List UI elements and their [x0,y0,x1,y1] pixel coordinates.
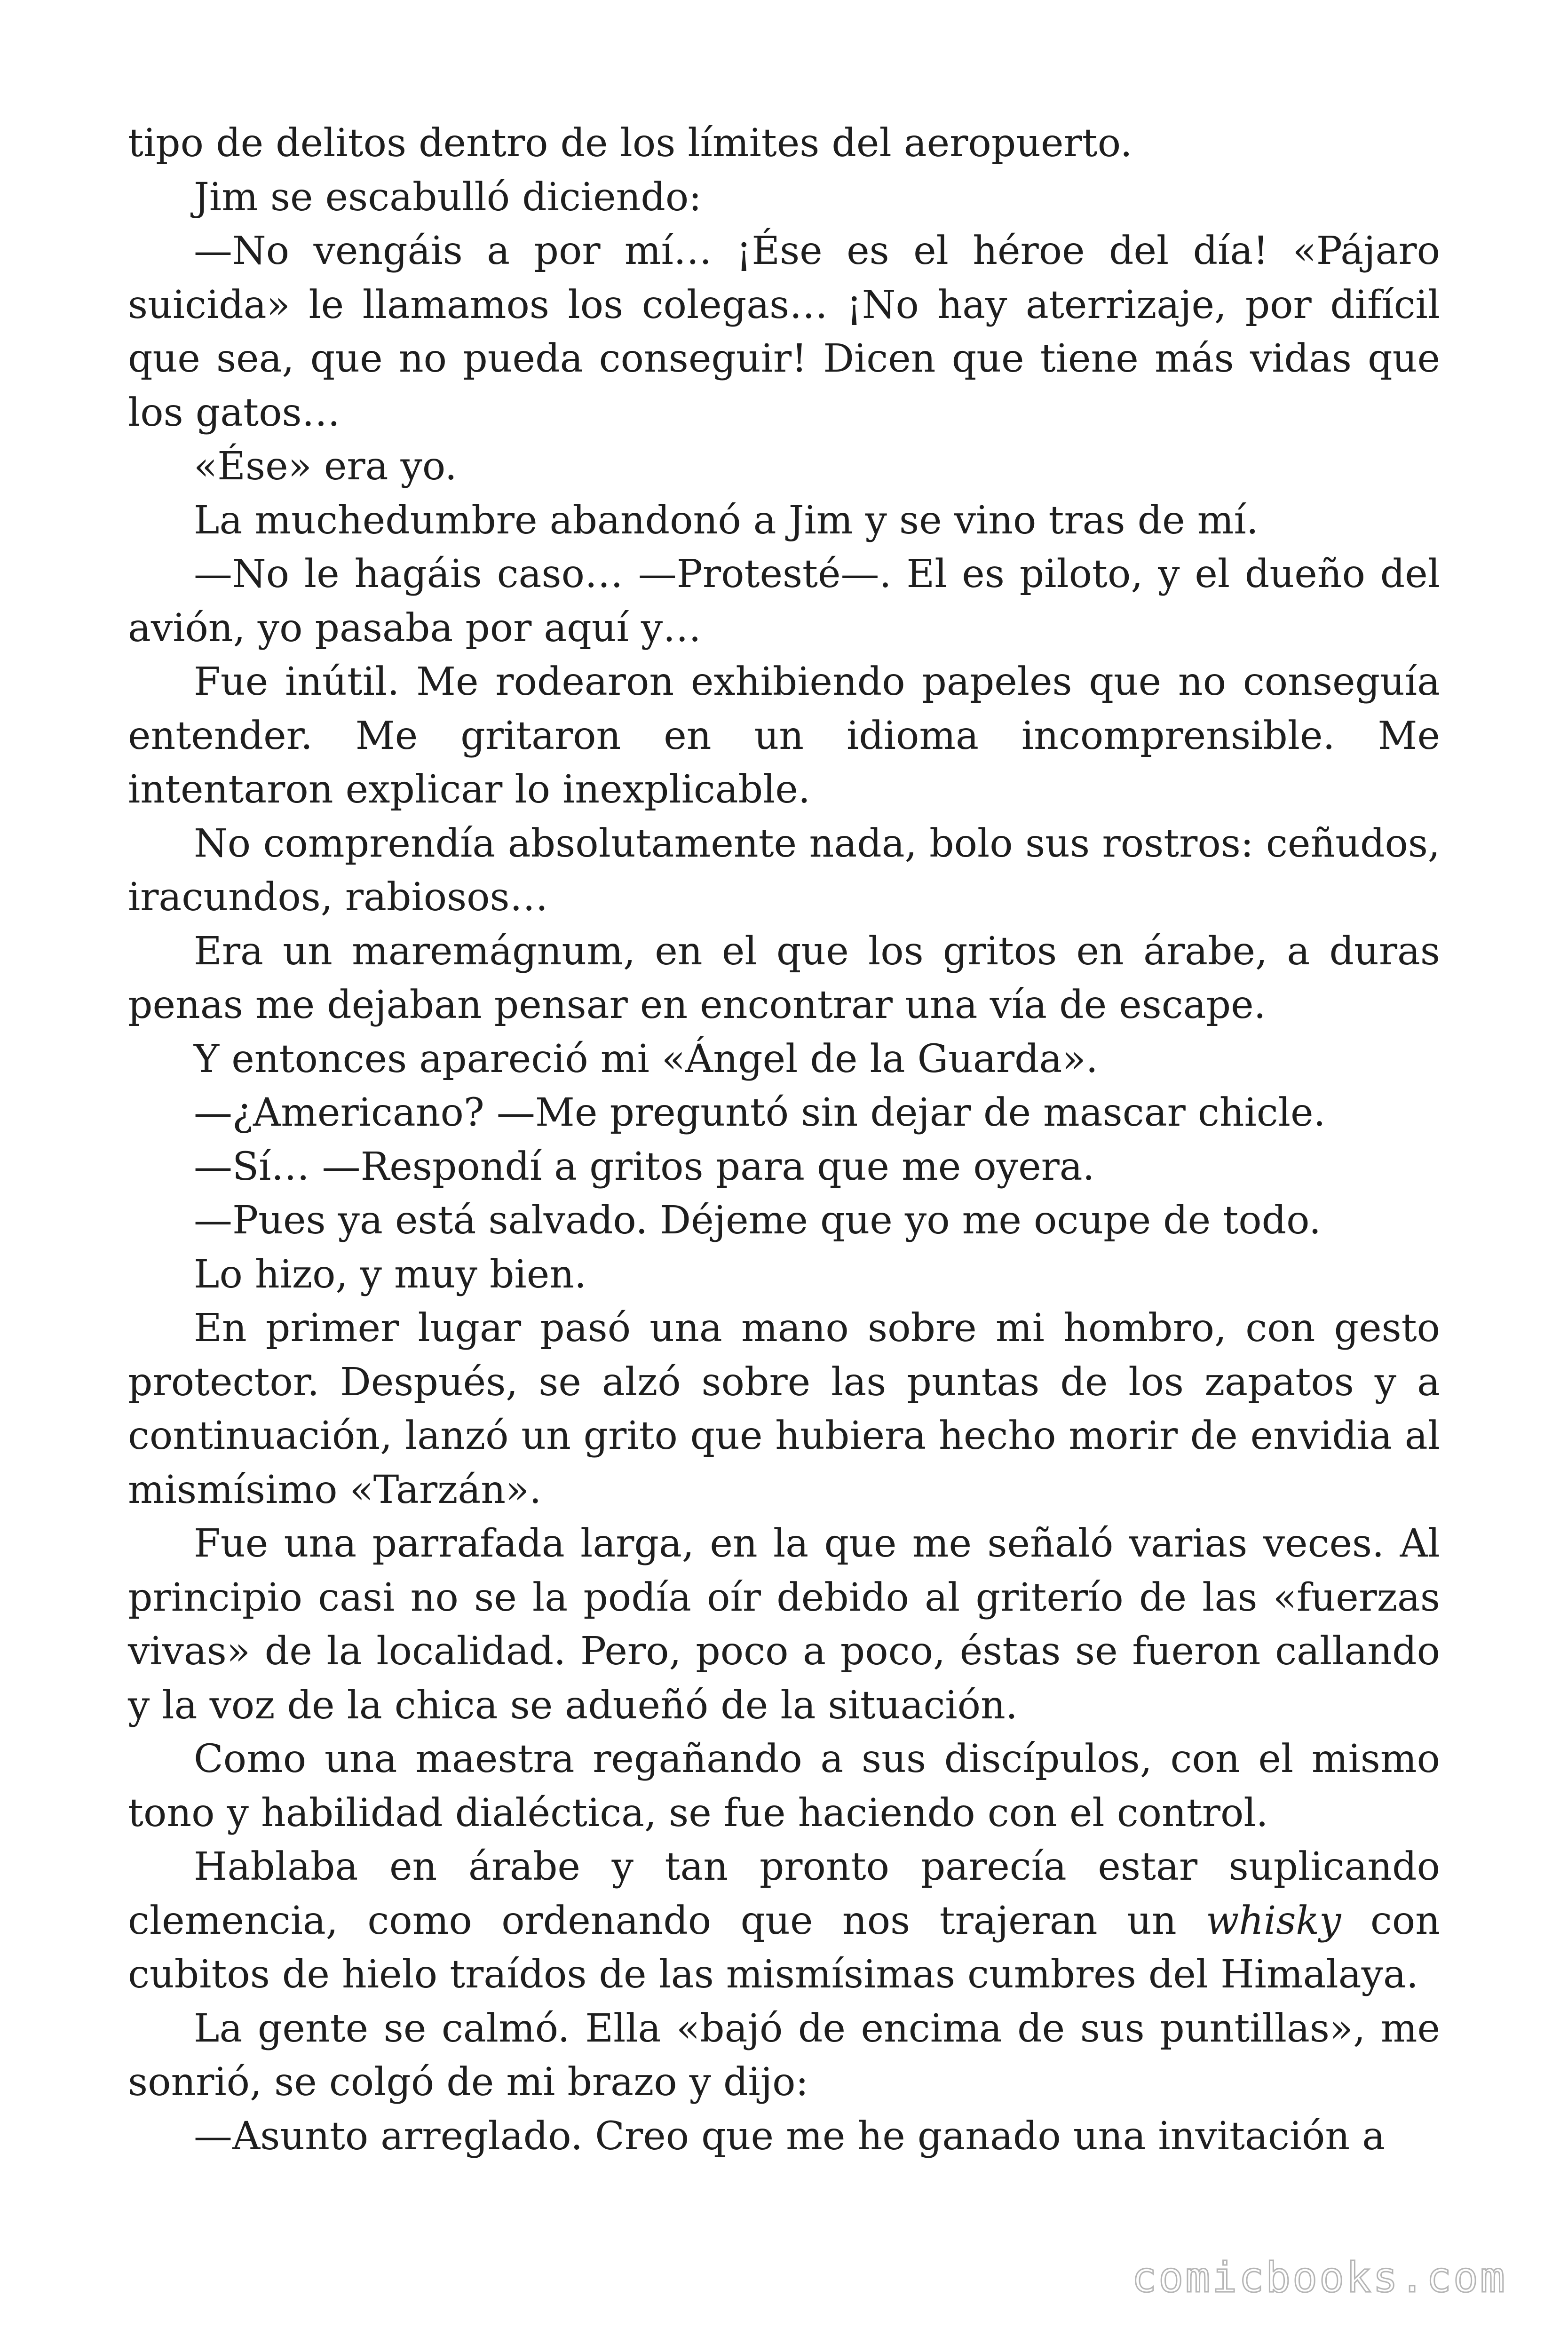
paragraph-5: La muchedumbre abandonó a Jim y se vino tras de mí. [194,498,1259,543]
watermark: comicbooks.com [1132,2253,1507,2302]
paragraph-11: —¿Americano? —Me preguntó sin dejar de mascar chicle. [194,1090,1326,1135]
paragraph-18 [128,1840,1440,2002]
paragraph-20: —Asunto arreglado. Creo que me he ganado una invitación a [194,2114,1386,2159]
paragraph-18-start: Hablaba en árabe y tan pronto parecía estar suplicando clemencia, como ordenando que nos trajeran un [128,1844,1440,1943]
paragraph-19: La gente se calmó. Ella «bajó de encima de sus puntillas», me sonrió, se colgó de mi brazo y dijo: [128,2006,1440,2105]
paragraph-7: Fue inútil. Me rodearon exhibiendo papeles que no conseguía entender. Me gritaron en un idioma incomprensible. Me intentaron explicar lo inexplicable. [128,660,1440,812]
paragraph-1: tipo de delitos dentro de los límites del aeropuerto. [128,121,1132,166]
paragraph-18-italic: whisky [1206,1898,1341,1943]
paragraph-4: «Ése» era yo. [194,444,457,489]
paragraph-8: No comprendía absolutamente nada, bolo sus rostros: ceñudos, iracundos, rabiosos… [128,821,1440,920]
paragraph-9: Era un maremágnum, en el que los gritos en árabe, a duras penas me dejaban pensar en encontrar una vía de escape. [128,929,1440,1027]
paragraph-14: Lo hizo, y muy bien. [194,1252,587,1297]
paragraph-3: —No vengáis a por mí… ¡Ése es el héroe del día! «Pájaro suicida» le llamamos los colegas… ¡No hay aterrizaje, por difícil que sea, que no pueda conseguir! Dicen que tiene más vidas que los gatos… [128,229,1440,435]
paragraph-17: Como una maestra regañando a sus discípulos, con el mismo tono y habilidad dialéctica, se fue haciendo con el control. [128,1737,1440,1836]
paragraph-13: —Pues ya está salvado. Déjeme que yo me ocupe de todo. [194,1198,1322,1243]
paragraph-2: Jim se escabulló diciendo: [194,175,702,220]
paragraph-16: Fue una parrafada larga, en la que me señaló varias veces. Al principio casi no se la podía oír debido al griterío de las «fuerzas vivas» de la localidad. Pero, poco a poco, éstas se fueron callando y la voz de la chica se adueñó de la situación. [128,1521,1440,1728]
paragraph-12: —Sí… —Respondí a gritos para que me oyera. [194,1144,1095,1189]
paragraph-10: Y entonces apareció mi «Ángel de la Guarda». [194,1036,1098,1081]
paragraph-6: —No le hagáis caso… —Protesté—. El es piloto, y el dueño del avión, yo pasaba por aquí y… [128,552,1440,651]
paragraph-15: En primer lugar pasó una mano sobre mi hombro, con gesto protector. Después, se alzó sobre las puntas de los zapatos y a continuación, lanzó un grito que hubiera hecho morir de envidia al mismísimo «Tarzán». [128,1306,1440,1512]
page-text [128,117,1440,2163]
paragraph-18-end: con cubitos de hielo traídos de las mismísimas cumbres del Himalaya. [128,1898,1441,1997]
